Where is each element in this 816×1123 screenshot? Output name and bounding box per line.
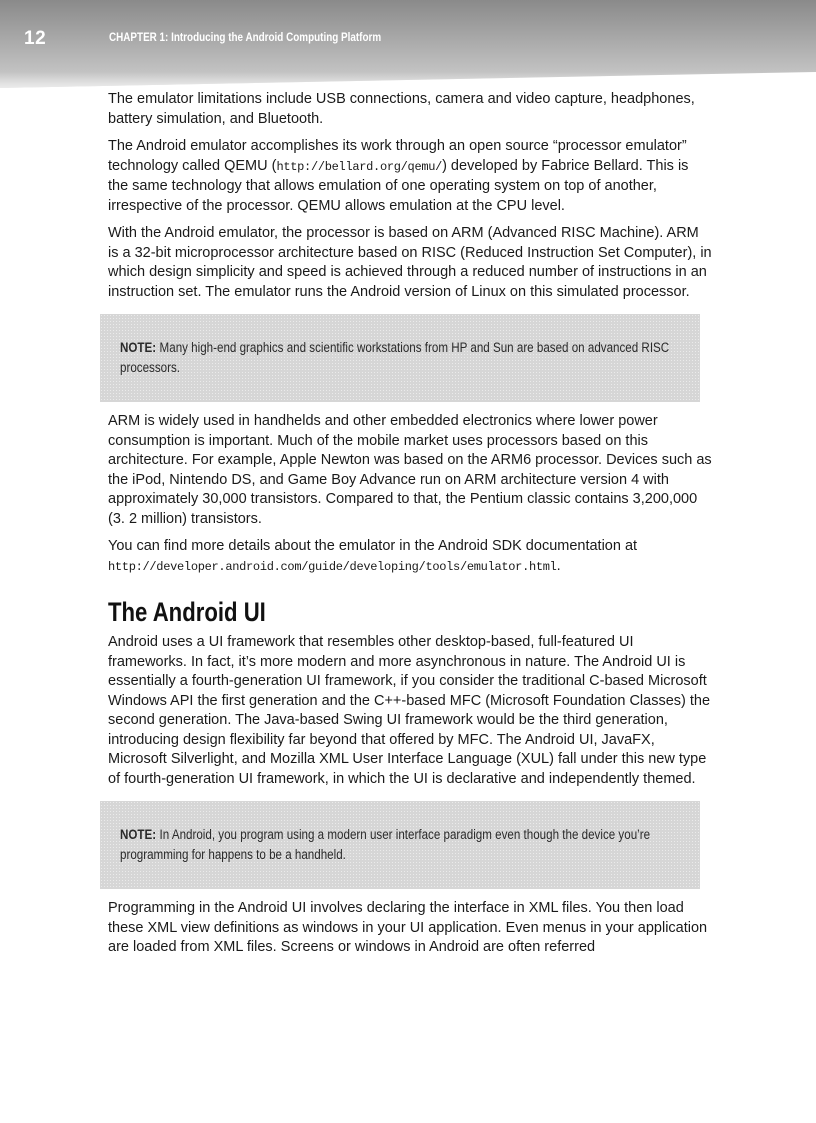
page-content: [108, 90, 712, 966]
note-handheld-text: [120, 825, 679, 865]
paragraph-xml-ui: Programming in the Android UI involves declaring the interface in XML files. You then load these XML view definitions as windows in your UI application. Even menus in your application are loaded from XML files. Screens or windows in Android are often referred: [108, 900, 708, 955]
note-body: In Android, you program using a modern user interface paradigm even though the device you’re programming for happens to be a handheld.: [120, 827, 651, 862]
paragraph-sdk-docs-text: You can find more details about the emulator in the Android SDK documentation at: [108, 538, 638, 554]
note-box-risc: [100, 314, 700, 402]
note-body: Many high-end graphics and scientific workstations from HP and Sun are based on advanced RISC processors.: [120, 340, 670, 375]
page-number: 12: [24, 28, 47, 49]
note-label: NOTE:: [120, 827, 157, 842]
paragraph-arm-processor: With the Android emulator, the processor is based on ARM (Advanced RISC Machine). ARM is a 32-bit microprocessor architecture based on RISC (Reduced Instruction Set Computer), in which design simplicity and speed is achieved through a reduced number of instructions in an instruction set. The emulator runs the Android version of Linux on this simulated processor.: [108, 225, 712, 300]
paragraph-ui-framework: Android uses a UI framework that resembles other desktop-based, full-featured UI frameworks. In fact, it’s more modern and more asynchronous in nature. The Android UI is essentially a fourth-generation UI framework, if you consider the traditional C-based Microsoft Windows API the first generation and the C++-based MFC (Microsoft Foundation Classes) the second generation. The Java-based Swing UI framework would be the third generation, introducing design flexibility far beyond that offered by MFC. The Android UI, JavaFX, Microsoft Silverlight, and Mozilla XML User Interface Language (XUL) fall under this new type of fourth-generation UI framework, in which the UI is declarative and independently themed.: [108, 634, 711, 787]
chapter-running-title: CHAPTER 1: Introducing the Android Computing Platform: [109, 32, 382, 44]
paragraph-sdk-docs: [108, 537, 712, 577]
paragraph-qemu-text-2: ) developed by Fabrice Bellard. This is the same technology that allows emulation of one operating system on top of another, irrespective of the processor. QEMU allows emulation at the CPU level.: [108, 157, 689, 214]
note-label: NOTE:: [120, 340, 157, 355]
note-risc-text: [120, 338, 679, 378]
paragraph-arm-handhelds: ARM is widely used in handhelds and other embedded electronics where lower power consumption is important. Much of the mobile market uses processors based on this architecture. For example, Apple Newton was based on the ARM6 processor. Devices such as the iPod, Nintendo DS, and Game Boy Advance run on ARM architecture version 4 with approximately 30,000 transistors. Compared to that, the Pentium classic contains 3,200,000 (3. 2 million) transistors.: [108, 413, 712, 527]
paragraph-qemu: [108, 137, 712, 216]
note-box-handheld: [100, 801, 700, 889]
chapter-header-band: [0, 0, 816, 88]
emulator-docs-url: http://developer.android.com/guide/developing/tools/emulator.html: [108, 559, 557, 574]
paragraph-emulator-limitations: The emulator limitations include USB connections, camera and video capture, headphones, battery simulation, and Bluetooth.: [108, 91, 695, 127]
paragraph-sdk-docs-end: .: [556, 557, 561, 574]
paragraph-qemu-text-1: The Android emulator accomplishes its work through an open source “processor emulator” technology called QEMU (: [108, 138, 687, 174]
section-heading: The Android UI: [108, 597, 266, 627]
qemu-url: http://bellard.org/qemu/: [276, 159, 443, 174]
